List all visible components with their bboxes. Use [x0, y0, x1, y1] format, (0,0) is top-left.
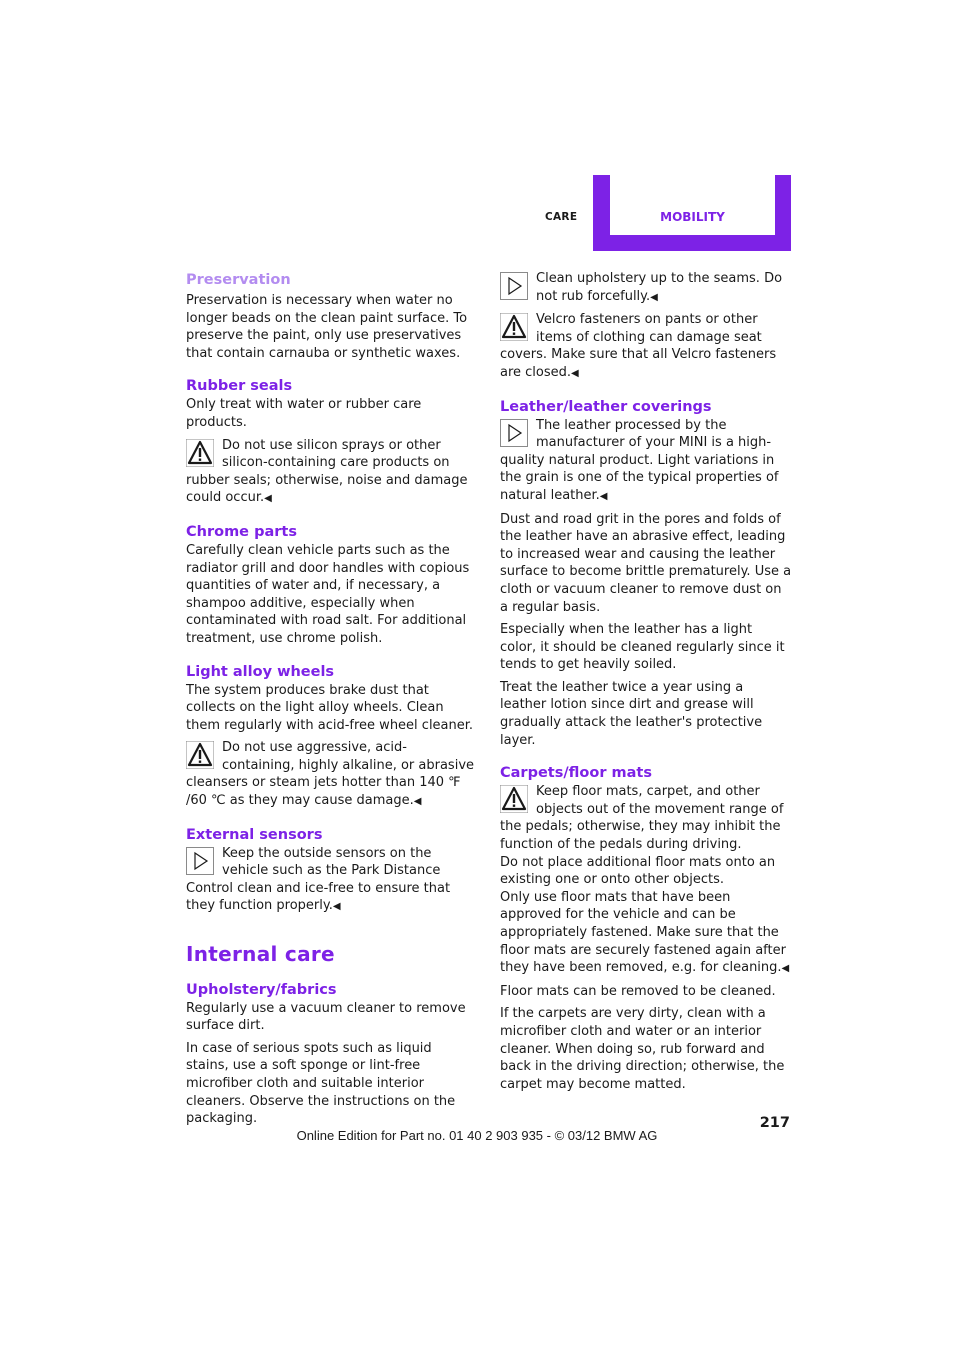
external-sensors-title: External sensors — [186, 826, 323, 843]
leather-title: Leather/leather coverings — [500, 398, 712, 415]
leather-text-1: Dust and road grit in the pores and folds of the leather have an abrasive effect, leading to increased wear and causing the leather surface to become brittle prematurely. Use a cloth or vacuum cleaner to remove dust on a regular basis. — [500, 511, 792, 615]
chrome-parts-title: Chrome parts — [186, 523, 297, 540]
end-mark-icon: ◀ — [571, 367, 579, 379]
light-alloy-wheels-warning-text: Do not use aggressive, acid-containing, highly alkaline, or abrasive cleansers or steam jets hotter than 140 ℉ /60 ℃ as they may cause damage. — [186, 740, 475, 809]
chrome-parts-text: Carefully clean vehicle parts such as the radiator grill and door handles with copious quantities of water and, if necessary, a shampoo additive, especially when contaminated with road salt. For additional treatment, use chrome polish. — [186, 542, 470, 646]
velcro-warning — [500, 311, 792, 382]
footer-text: Online Edition for Part no. 01 40 2 903 935 - © 03/12 BMW AG — [296, 1128, 658, 1143]
external-sensors-note-text: Keep the outside sensors on the vehicle such as the Park Distance Control clean and ice-free to ensure that they function properly. — [186, 845, 451, 914]
floor-mats-warning-text-2: Do not place additional floor mats onto an existing one or onto other objects. — [500, 854, 776, 888]
end-mark-icon: ◀ — [599, 490, 608, 502]
internal-care-heading: Internal care — [186, 942, 335, 967]
leather-text-2: Especially when the leather has a light color, it should be cleaned regularly since it tends to get heavily soiled. — [500, 622, 785, 673]
right-column — [500, 270, 792, 1098]
chapter-tab-inner — [610, 175, 775, 235]
upholstery-note — [500, 270, 792, 306]
leather-text-3: Treat the leather twice a year using a leather lotion since dirt and grease will gradually attack the leather's protective layer. — [500, 679, 763, 748]
rubber-seals-warning-text: Do not use silicon sprays or other silicon-containing care products on rubber seals; otherwise, noise and damage could occur. — [186, 437, 468, 506]
preservation-title: Preservation — [186, 272, 291, 288]
floor-mats-warning-text-1: Keep floor mats, carpet, and other objects out of the movement range of the pedals; otherwise, they may inhibit the function of the pedals during driving. — [500, 784, 784, 853]
floor-mats-text-1: Floor mats can be removed to be cleaned. — [500, 983, 776, 999]
warning-triangle-icon — [186, 741, 214, 769]
upholstery-text-1: Regularly use a vacuum cleaner to remove surface dirt. — [186, 1000, 466, 1034]
velcro-warning-text: Velcro fasteners on pants or other items of clothing can damage seat covers. Make sure that all Velcro fasteners are closed. — [500, 312, 777, 380]
left-column — [186, 270, 478, 1133]
floor-mats-warning-text-3 — [500, 889, 792, 978]
warning-triangle-icon — [186, 439, 214, 467]
rubber-seals-title: Rubber seals — [186, 378, 293, 395]
rubber-seals-text: Only treat with water or rubber care products. — [186, 397, 422, 430]
rubber-seals-warning — [186, 437, 478, 508]
end-mark-icon: ◀ — [781, 963, 790, 975]
preservation-text: Preservation is necessary when water no longer beads on the clean paint surface. To preserve the paint, only use preservatives that contain carnauba or synthetic waxes. — [186, 293, 468, 361]
external-sensors-note — [186, 845, 478, 916]
leather-note — [500, 417, 792, 506]
section-label: CARE — [545, 211, 578, 223]
leather-note-text: The leather processed by the manufacturer of your MINI is a high-quality natural product. Light variations in the grain is one of the typical properties of natural leather. — [500, 417, 779, 503]
note-arrow-icon — [186, 847, 214, 875]
page-number: 217 — [759, 1115, 790, 1131]
end-mark-icon: ◀ — [264, 493, 272, 505]
floor-mats-warning — [500, 783, 792, 853]
floor-mats-warning-text-3-body: Only use floor mats that have been approved for the vehicle and can be appropriately fastened. Make sure that the floor mats are securely fastened again after they have been removed, e.g. for cleaning. — [500, 889, 786, 976]
note-arrow-icon — [500, 419, 528, 447]
upholstery-title: Upholstery/fabrics — [186, 981, 337, 998]
end-mark-icon: ◀ — [413, 796, 422, 808]
floor-mats-title: Carpets/floor mats — [500, 765, 652, 782]
warning-triangle-icon — [500, 313, 528, 341]
light-alloy-wheels-warning — [186, 739, 478, 810]
light-alloy-wheels-text: The system produces brake dust that collects on the light alloy wheels. Clean them regularly with acid-free wheel cleaner. — [186, 682, 474, 733]
floor-mats-text-2: If the carpets are very dirty, clean with a microfiber cloth and water or an interior cleaner. When doing so, rub forward and back in the driving direction; otherwise, the carpet may become matted. — [500, 1006, 785, 1092]
end-mark-icon: ◀ — [332, 901, 341, 913]
chapter-tab-label: MOBILITY — [660, 210, 725, 224]
upholstery-note-text: Clean upholstery up to the seams. Do not rub forcefully. — [536, 271, 783, 304]
note-arrow-icon — [500, 272, 528, 300]
warning-triangle-icon — [500, 785, 528, 813]
upholstery-text-2: In case of serious spots such as liquid stains, use a soft sponge or lint-free microfiber cloth and suitable interior cleaners. Observe the instructions on the packaging. — [186, 1040, 456, 1127]
end-mark-icon: ◀ — [650, 291, 658, 303]
light-alloy-wheels-title: Light alloy wheels — [186, 663, 335, 680]
